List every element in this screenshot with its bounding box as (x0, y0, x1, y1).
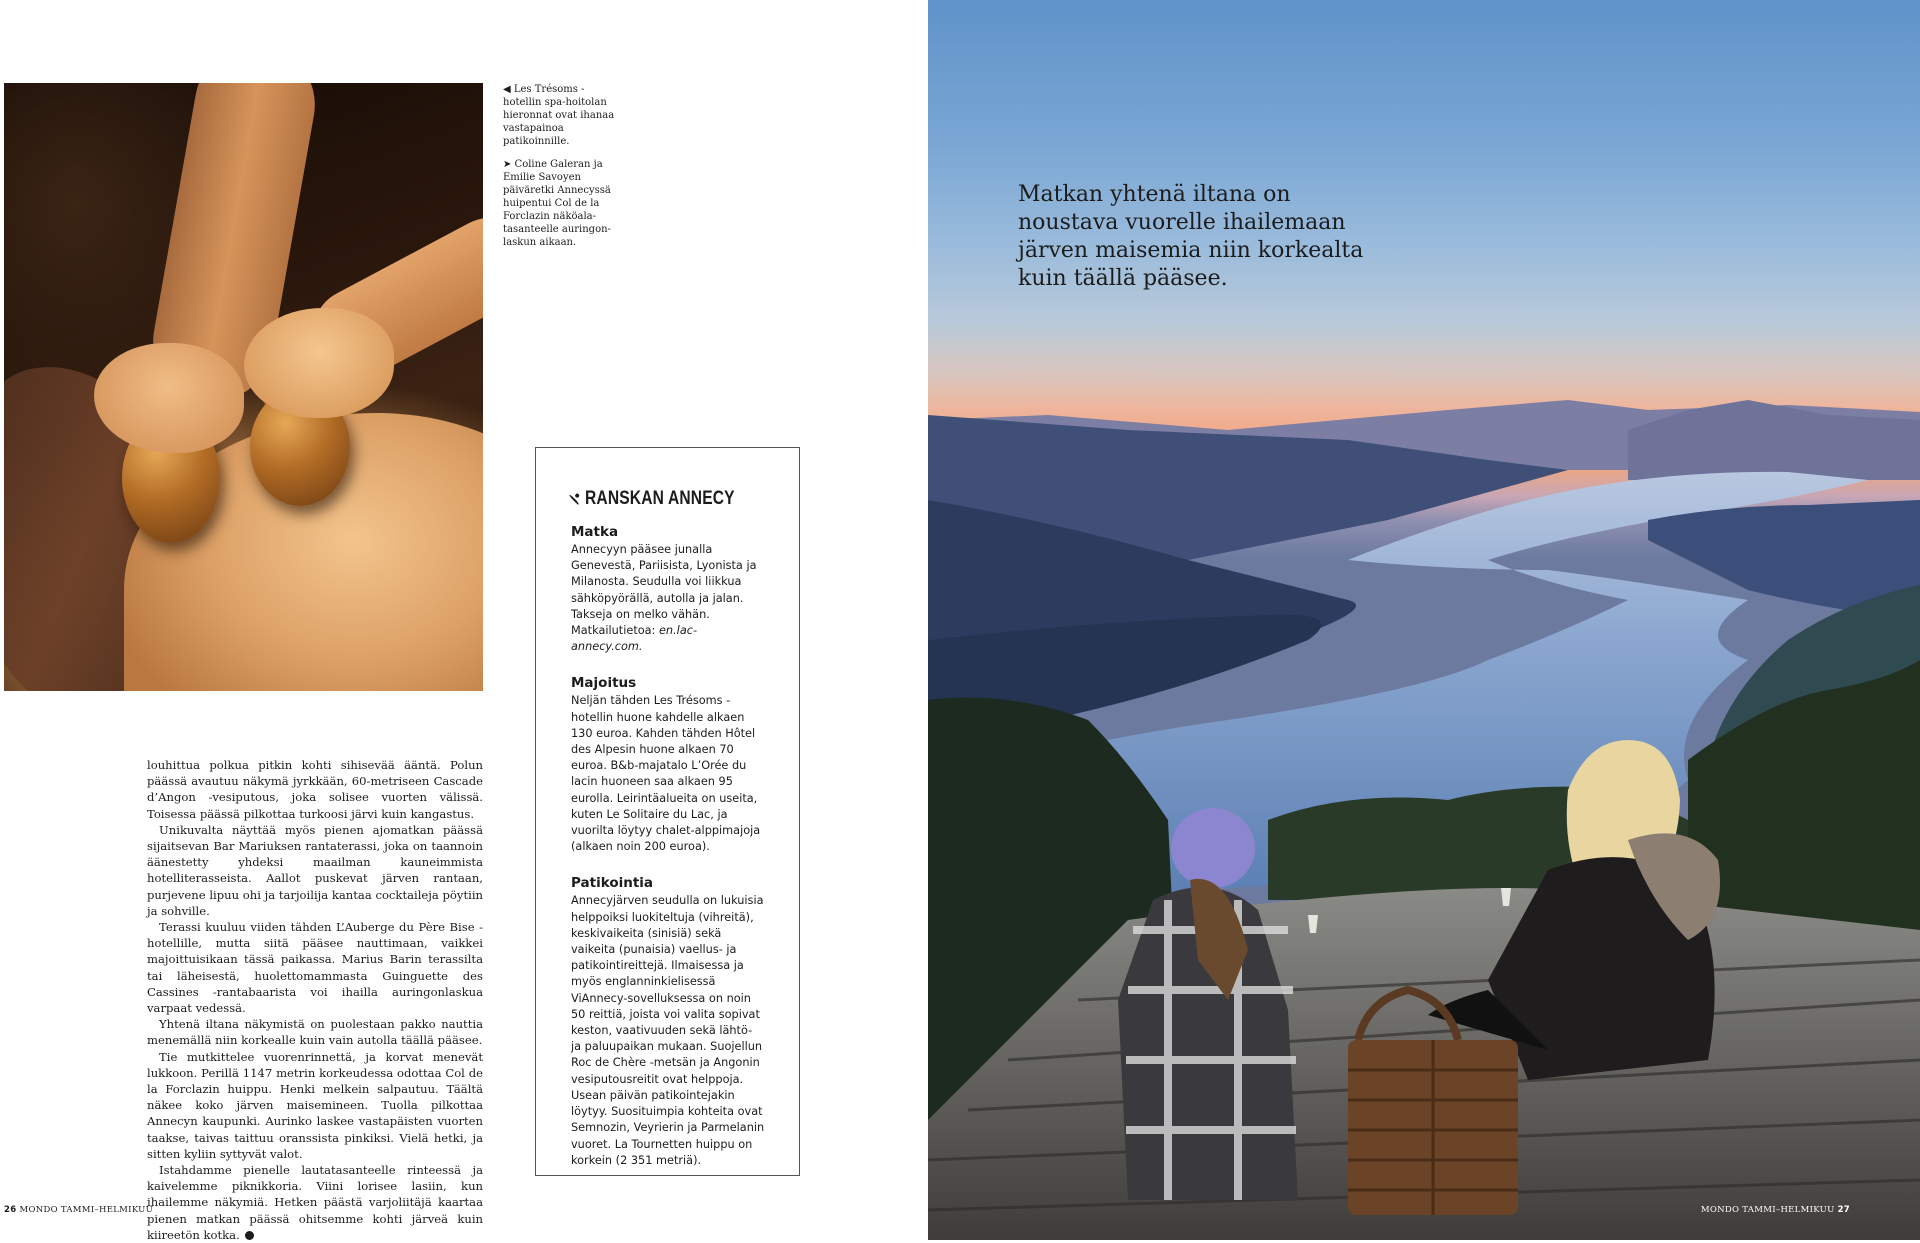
page-folio-right (1701, 1205, 1850, 1215)
photo-captions (503, 83, 615, 259)
page-folio-left (4, 1205, 153, 1215)
section-text-travel: Annecyyn pääsee junalla Genevestä, Pariisista, Lyonista ja Milanosta. Seudulla voi liikkua sähköpyörällä, autolla ja jalan. Takseja on melko vähän. Matkailutietoa: en.lac-annecy.com. (571, 543, 757, 654)
location-pin-icon (569, 494, 580, 505)
caption-spa: ◀ Les Trésoms -hotellin spa-hoitolan hieronnat ovat ihanaa vastapainoa patikoinnille. (503, 84, 615, 147)
end-mark-icon: M (245, 1231, 254, 1240)
spa-massage-photo (4, 83, 483, 691)
folio-text: MONDO TAMMI–HELMIKUU (19, 1205, 154, 1215)
article-body (147, 757, 483, 1243)
left-page (0, 0, 928, 1240)
page-number: 27 (1837, 1205, 1850, 1215)
caption-viewpoint: ➤ Coline Galeran ja Emilie Savoyen päiväretki Annecyssä huipentui Col de la Forclazin näköalatasanteelle auringonlaskun aikaan. (503, 159, 611, 248)
section-heading-accommodation: Majoitus (571, 675, 637, 692)
body-paragraph-text: Istahdamme pienelle lautatasanteelle rinteessä ja kaivelemme piknikkoria. Viini lorisee lasiin, kun ihailemme näkymiä. Hetken päästä varjoliitäjä kaartaa pienen matkan päässä ohitsemme kohti järveä kuin kiireetön kotka. (147, 1163, 483, 1242)
body-paragraph: Unikuvalta näyttää myös pienen ajomatkan päässä sijaitsevan Bar Mariuksen rantaterassi, joka on taannoin äänestetty yhdeksi maailman kauneimmista hotelliterasseista. Aallot puskevat järven rantaan, purjevene lipuu ohi ja tarjoilija kantaa cocktaileja pöytiin ja sohville. (147, 822, 483, 918)
page-number: 26 (4, 1205, 17, 1215)
tourism-link[interactable]: en.lac-annecy.com. (571, 624, 698, 654)
body-paragraph: Terassi kuuluu viiden tähden L’Auberge du Père Bise -hotellille, mutta siitä pääsee nauttimaan, vaikkei majoittuisikaan tässä paikassa. Marius Barin terassilta tai läheisestä, huolettomammasta Guinguette des Cassines -rantabaarista voi ihailla auringonlaskua varpaat vedessä. (147, 920, 483, 1016)
body-paragraph-last (147, 1162, 483, 1243)
section-text-accommodation: Neljän tähden Les Trésoms -hotellin huone kahdelle alkaen 130 euroa. Kahden tähden Hôtel des Alpesin huone alkaen 70 euroa. B&b-majatalo L’Orée du lacin huoneen saa alkaen 95 eurolla. Leirintäalueita on useita, kuten Le Solitaire du Lac, ja vuorilta löytyy chalet-alppimajoja (alkaen noin 200 euroa). (571, 694, 761, 854)
section-heading-hiking: Patikointia (571, 875, 654, 892)
body-paragraph: Tie mutkittelee vuorenrinnettä, ja korvat menevät lukkoon. Perillä 1147 metrin korkeudessa odottaa Col de la Forclazin huippu. Henki melkein salpautuu. Täältä näkee koko järven maisemineen. Tuolla pilkottaa Annecyn kaupunki. Aurinko laskee vastapäisten vuorten taakse, taivas taittuu oranssista pinkiksi. Vielä hetki, ja sitten kyliin syttyvät valot. (147, 1049, 483, 1161)
section-heading-travel: Matka (571, 524, 619, 540)
body-paragraph: Yhtenä iltana näkymistä on puolestaan pakko nauttia menemällä niin korkealle kuin vain autolla täällä pääsee. (147, 1017, 483, 1048)
info-box-heading: RANSKAN ANNECY (585, 488, 735, 509)
section-text-hiking: Annecyjärven seudulla on lukuisia helppoiksi luokiteltuja (vihreitä), keskivaikeita (sinisiä) sekä vaikeita (punaisia) vaellus- ja patikointireittejä. Ilmaisessa ja myös englanninkielisessä ViAnnecy-sovelluksessa on noin 50 reittiä, joista voi valita sopivat keston, vaativuuden sekä lähtö- ja paluupaikan mukaan. Suojellun Roc de Chère -metsän ja Angonin vesiputousreitit ovat helppoja. Usean päivän patikointejakin löytyy. Suosituimpia kohteita ovat Semnozin, Veyrierin ja Parmelanin vuoret. La Tournetten huippu on korkein (2 351 metriä). (571, 894, 765, 1167)
pull-quote: Matkan yhtenä iltana on noustava vuorelle ihailemaan järven maisemia niin korkealta kuin täällä pääsee. (1018, 182, 1364, 291)
folio-text: MONDO TAMMI–HELMIKUU (1700, 1205, 1835, 1215)
body-paragraph: louhittua polkua pitkin kohti sihisevää ääntä. Polun päässä avautuu näkymä jyrkkään, 60-metriseen Cascade d’Angon -vesiputous, joka solisee vuorten välissä. Toisessa päässä pilkottaa turkoosi järvi kuin kangastus. (147, 758, 483, 821)
info-box-title (571, 488, 765, 510)
info-box (535, 447, 800, 1176)
